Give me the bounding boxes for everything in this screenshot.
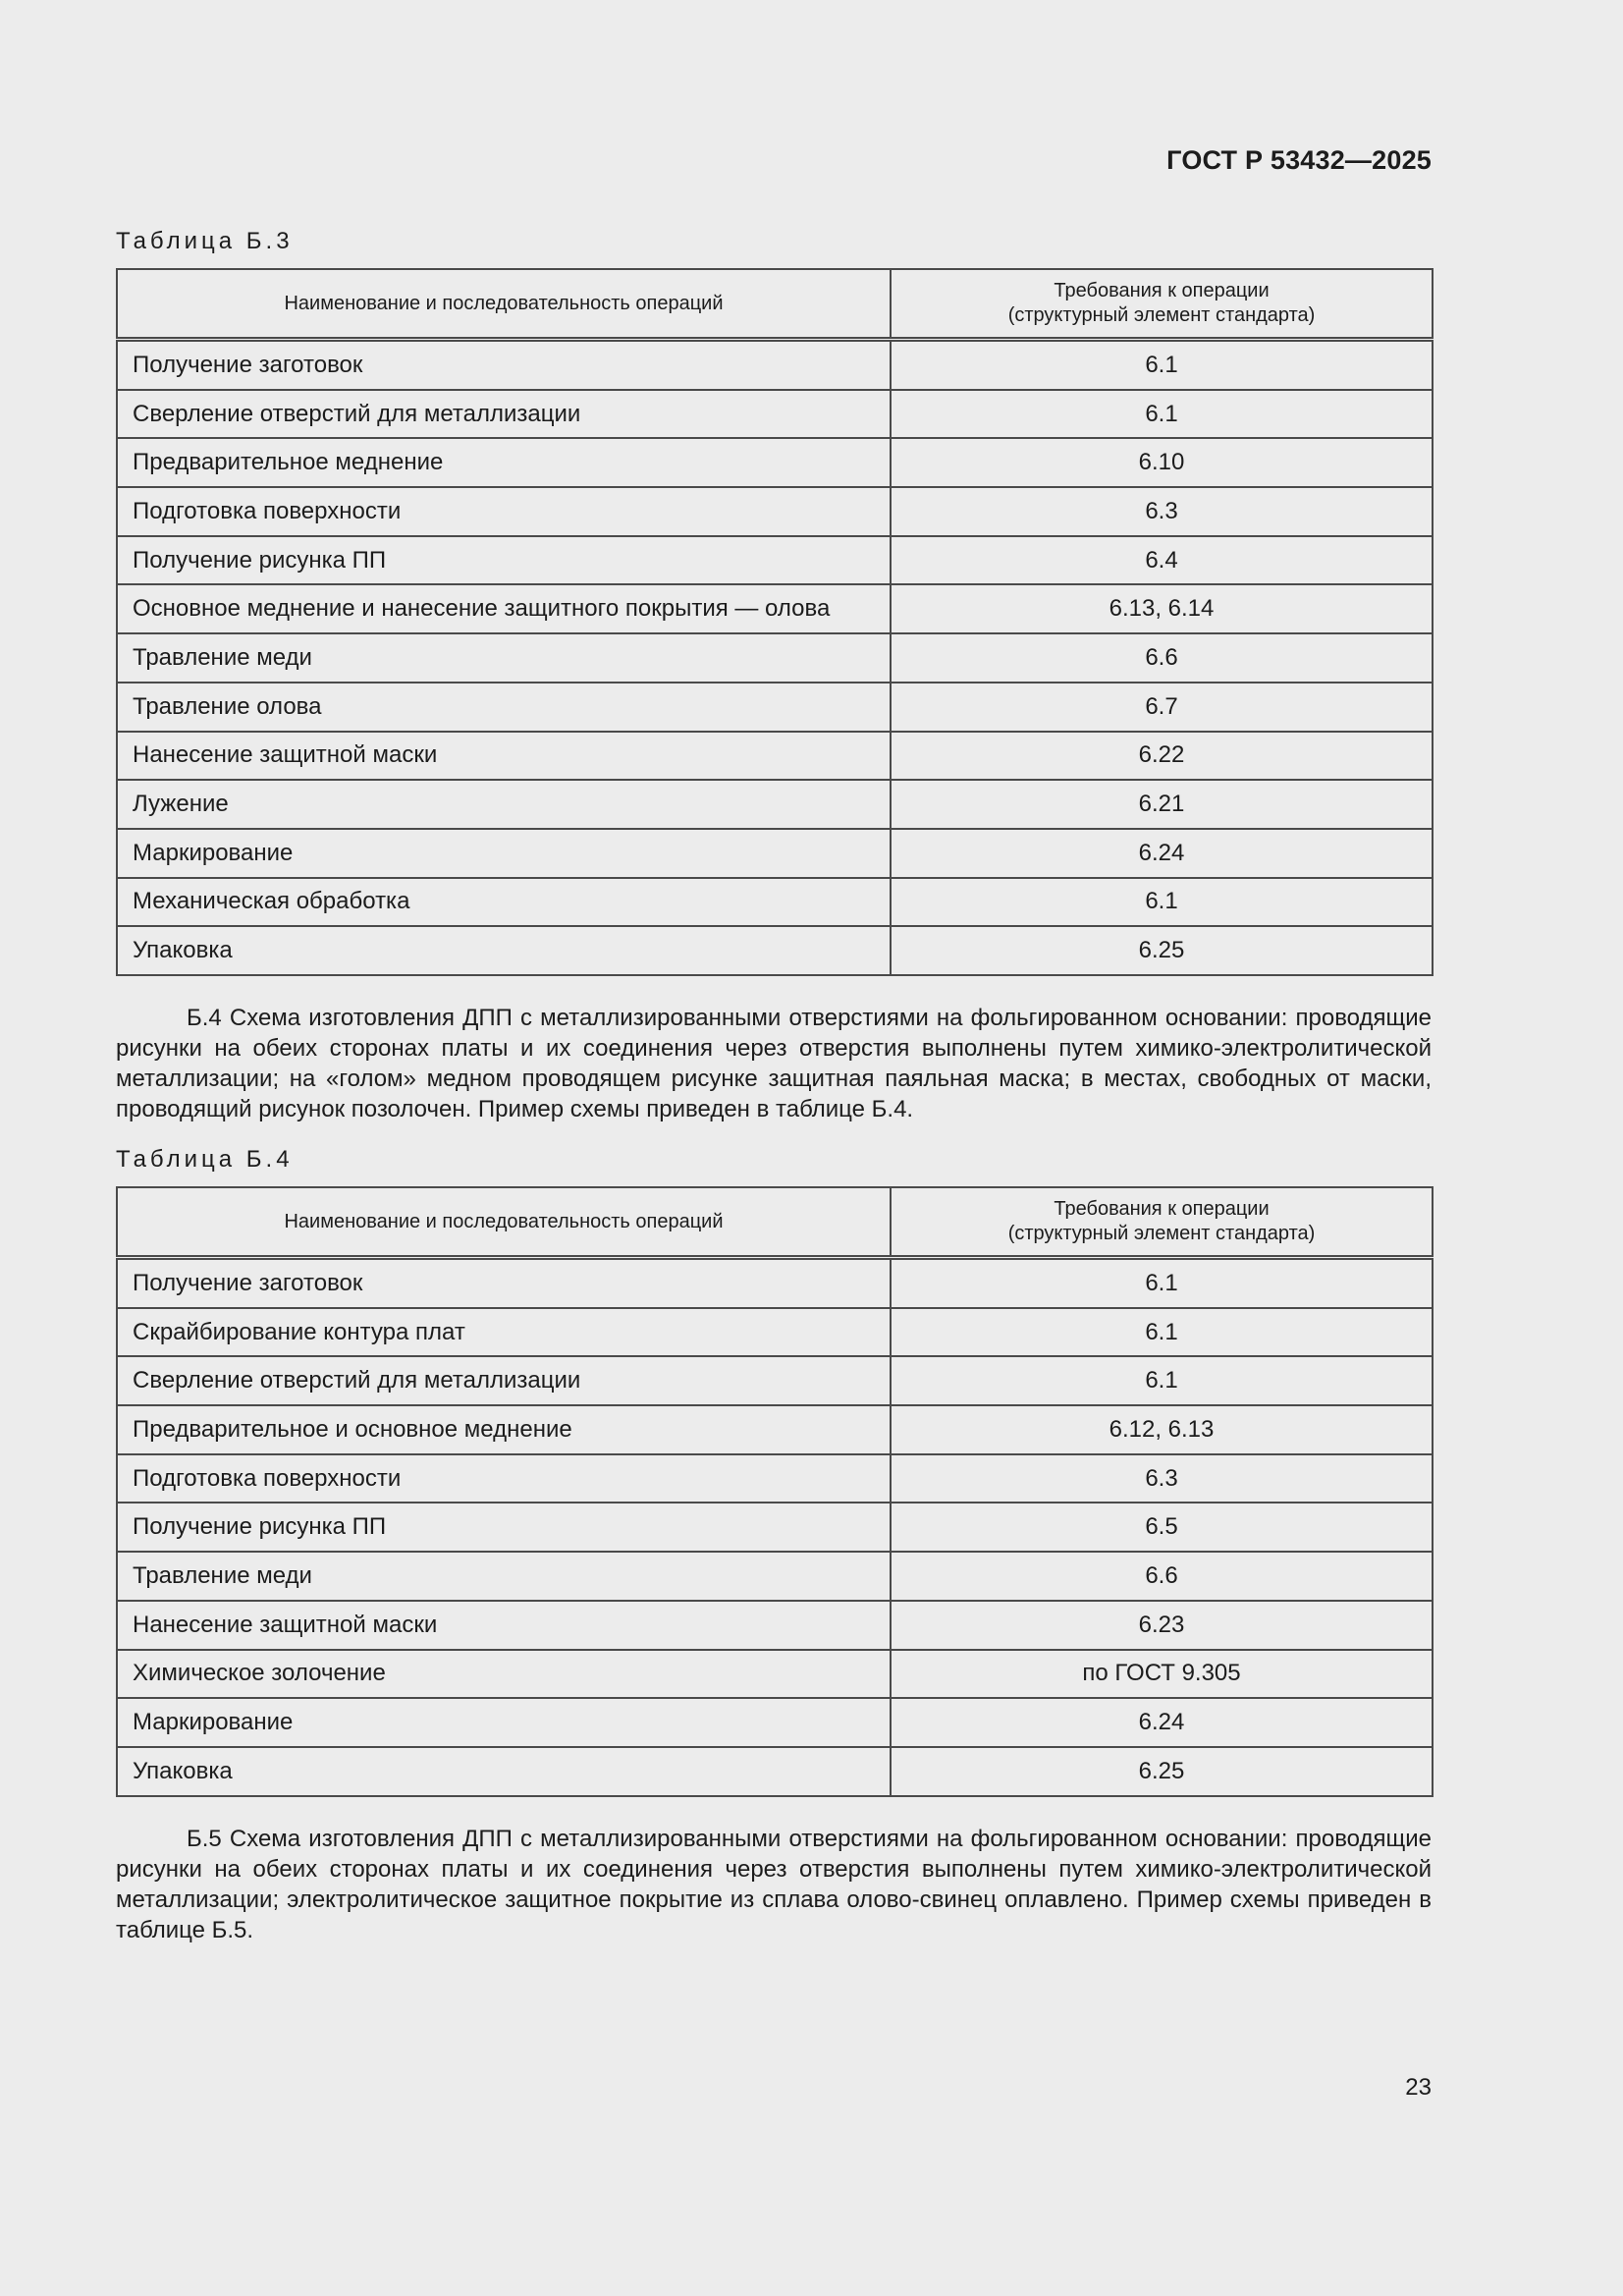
requirement-ref-cell: 6.3 (891, 1454, 1433, 1503)
table-row (117, 487, 1433, 536)
col-header-requirements-line1: Требования к операции (1054, 280, 1270, 301)
col-header-operations: Наименование и последовательность операций (117, 1187, 891, 1258)
operation-name-cell: Упаковка (117, 1747, 891, 1796)
operation-name-cell: Подготовка поверхности (117, 1454, 891, 1503)
table-row (117, 1405, 1433, 1454)
operation-name-cell: Маркирование (117, 829, 891, 878)
table-header-row (117, 269, 1433, 340)
operation-name-cell: Получение заготовок (117, 340, 891, 390)
table-row (117, 878, 1433, 927)
operation-name-cell: Упаковка (117, 926, 891, 975)
requirement-ref-cell: 6.4 (891, 536, 1433, 585)
table-row (117, 1308, 1433, 1357)
requirement-ref-cell: 6.7 (891, 683, 1433, 732)
col-header-requirements (891, 1187, 1433, 1258)
requirement-ref-cell: 6.24 (891, 1698, 1433, 1747)
table-row (117, 438, 1433, 487)
table-row (117, 780, 1433, 829)
requirement-ref-cell: 6.22 (891, 732, 1433, 781)
operation-name-cell: Химическое золочение (117, 1650, 891, 1699)
operation-name-cell: Скрайбирование контура плат (117, 1308, 891, 1357)
table-row (117, 683, 1433, 732)
table-row (117, 1747, 1433, 1796)
table-b3-caption: Таблица Б.3 (116, 228, 294, 254)
table-b4-caption: Таблица Б.4 (116, 1146, 294, 1173)
col-header-requirements (891, 269, 1433, 340)
table-row (117, 584, 1433, 633)
operation-name-cell: Сверление отверстий для металлизации (117, 1356, 891, 1405)
table-row (117, 390, 1433, 439)
table-row (117, 1503, 1433, 1552)
operation-name-cell: Получение заготовок (117, 1258, 891, 1308)
table-row (117, 1552, 1433, 1601)
requirement-ref-cell: 6.1 (891, 340, 1433, 390)
requirement-ref-cell: 6.25 (891, 1747, 1433, 1796)
operation-name-cell: Травление меди (117, 633, 891, 683)
requirement-ref-cell: 6.6 (891, 1552, 1433, 1601)
paragraph-b5: Б.5 Схема изготовления ДПП с металлизированными отверстиями на фольгированном основании: проводящие рисунки на обеих сторонах платы и их соединения через отверстия выполнены путем химико-электролитической металлизации; электролитическое защитное покрытие из сплава олово-свинец оплавлено. Пример схемы приведен в таблице Б.5. (116, 1826, 1432, 1943)
operation-name-cell: Травление меди (117, 1552, 891, 1601)
requirement-ref-cell: 6.1 (891, 1308, 1433, 1357)
table-row (117, 926, 1433, 975)
col-header-operations: Наименование и последовательность операций (117, 269, 891, 340)
table-row (117, 340, 1433, 390)
operation-name-cell: Механическая обработка (117, 878, 891, 927)
col-header-requirements-line2: (структурный элемент стандарта) (1007, 1223, 1316, 1244)
operation-name-cell: Лужение (117, 780, 891, 829)
table-row (117, 536, 1433, 585)
operation-name-cell: Предварительное и основное меднение (117, 1405, 891, 1454)
operation-name-cell: Сверление отверстий для металлизации (117, 390, 891, 439)
table-row (117, 732, 1433, 781)
requirement-ref-cell: 6.1 (891, 878, 1433, 927)
table-row (117, 1258, 1433, 1308)
table-row (117, 1454, 1433, 1503)
table-b4 (116, 1186, 1434, 1797)
col-header-requirements-line2: (структурный элемент стандарта) (1007, 304, 1316, 326)
operation-name-cell: Подготовка поверхности (117, 487, 891, 536)
requirement-ref-cell: 6.3 (891, 487, 1433, 536)
operation-name-cell: Маркирование (117, 1698, 891, 1747)
operation-name-cell: Получение рисунка ПП (117, 536, 891, 585)
table-header-row (117, 1187, 1433, 1258)
requirement-ref-cell: 6.12, 6.13 (891, 1405, 1433, 1454)
operation-name-cell: Нанесение защитной маски (117, 1601, 891, 1650)
requirement-ref-cell: 6.1 (891, 1356, 1433, 1405)
operation-name-cell: Получение рисунка ПП (117, 1503, 891, 1552)
document-number: ГОСТ Р 53432—2025 (1166, 145, 1432, 175)
requirement-ref-cell: 6.25 (891, 926, 1433, 975)
col-header-requirements-line1: Требования к операции (1054, 1198, 1270, 1220)
requirement-ref-cell: 6.13, 6.14 (891, 584, 1433, 633)
table-row (117, 1356, 1433, 1405)
requirement-ref-cell: 6.1 (891, 1258, 1433, 1308)
paragraph-b4: Б.4 Схема изготовления ДПП с металлизированными отверстиями на фольгированном основании: проводящие рисунки на обеих сторонах платы и их соединения через отверстия выполнены путем химико-электролитической металлизации; на «голом» медном проводящем рисунке защитная паяльная маска; в местах, свободных от маски, проводящий рисунок позолочен. Пример схемы приведен в таблице Б.4. (116, 1005, 1432, 1122)
requirement-ref-cell: 6.5 (891, 1503, 1433, 1552)
requirement-ref-cell: 6.1 (891, 390, 1433, 439)
operation-name-cell: Основное меднение и нанесение защитного покрытия — олова (117, 584, 891, 633)
table-b3 (116, 268, 1434, 976)
requirement-ref-cell: 6.6 (891, 633, 1433, 683)
table-row (117, 633, 1433, 683)
requirement-ref-cell: 6.10 (891, 438, 1433, 487)
table-row (117, 1650, 1433, 1699)
operation-name-cell: Нанесение защитной маски (117, 732, 891, 781)
table-row (117, 1601, 1433, 1650)
requirement-ref-cell: по ГОСТ 9.305 (891, 1650, 1433, 1699)
table-row (117, 1698, 1433, 1747)
requirement-ref-cell: 6.21 (891, 780, 1433, 829)
requirement-ref-cell: 6.23 (891, 1601, 1433, 1650)
page-number: 23 (1405, 2074, 1432, 2101)
operation-name-cell: Предварительное меднение (117, 438, 891, 487)
table-row (117, 829, 1433, 878)
operation-name-cell: Травление олова (117, 683, 891, 732)
requirement-ref-cell: 6.24 (891, 829, 1433, 878)
